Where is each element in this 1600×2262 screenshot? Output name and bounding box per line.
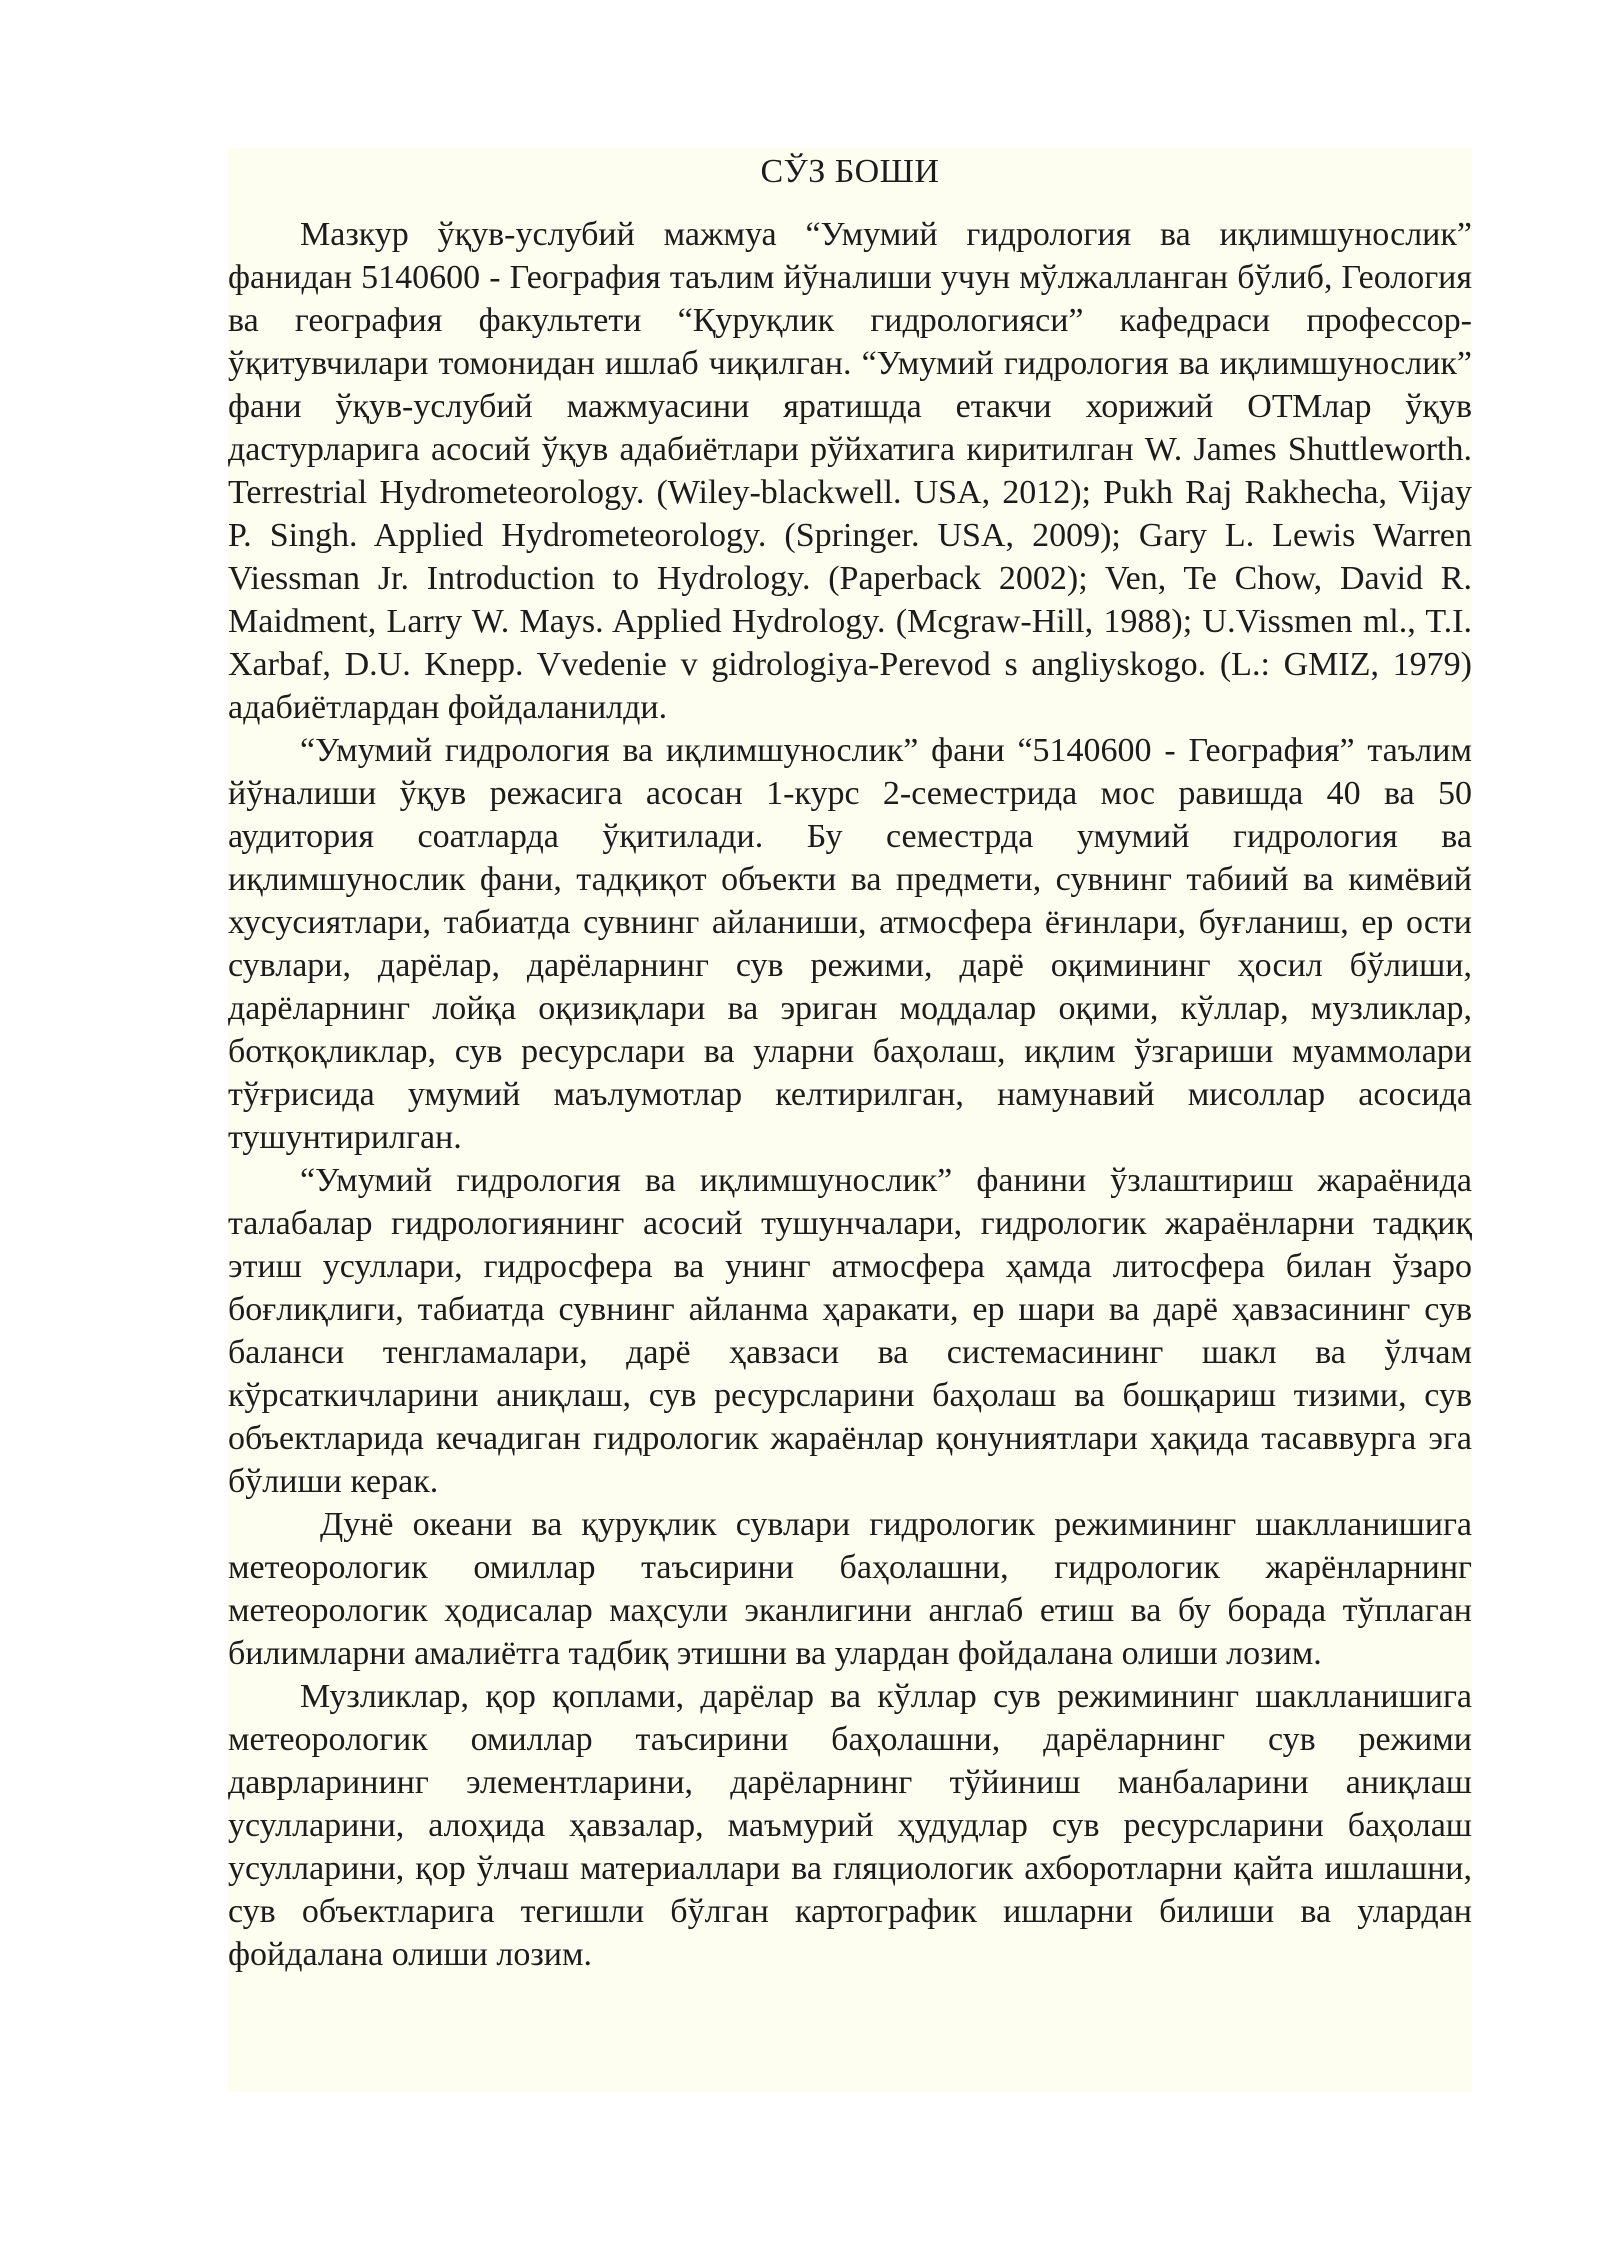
document-content: [228, 150, 1472, 1976]
page-title: СЎЗ БОШИ: [760, 153, 940, 190]
paragraph-3: “Умумий гидрология ва иқлимшунослик” фанини ўзлаштириш жараёнида талабалар гидрологиянинг асосий тушунчалари, гидрологик жараёнларни тадқиқ этиш усуллари, гидросфера ва унинг атмосфера ҳамда литосфера билан ўзаро боғлиқлиги, табиатда сувнинг айланма ҳаракати, ер шари ва дарё ҳавзасининг сув баланси тенгламалари, дарё ҳавзаси ва системасининг шакл ва ўлчам кўрсаткичларини аниқлаш, сув ресурсларини баҳолаш ва бошқариш тизими, сув объектларида кечадиган гидрологик жараёнлар қонуниятлари ҳақида тасаввурга эга бўлиши керак.: [228, 1162, 1472, 1500]
paragraph-2: “Умумий гидрология ва иқлимшунослик” фани “5140600 - География” таълим йўналиши ўқув режасига асосан 1-курс 2-семестрида мос равишда 40 ва 50 аудитория соатларда ўқитилади. Бу семестрда умумий гидрология ва иқлимшунослик фани, тадқиқот объекти ва предмети, сувнинг табиий ва кимёвий хусусиятлари, табиатда сувнинг айланиши, атмосфера ёғинлари, буғланиш, ер ости сувлари, дарёлар, дарёларнинг сув режими, дарё оқимининг ҳосил бўлиши, дарёларнинг лойқа оқизиқлари ва эриган моддалар оқими, кўллар, музликлар, ботқоқликлар, сув ресурслари ва уларни баҳолаш, иқлим ўзгариши муаммолари тўғрисида умумий маълумотлар келтирилган, намунавий мисоллар асосида тушунтирилган.: [228, 732, 1472, 1156]
paragraph-5: Музликлар, қор қоплами, дарёлар ва кўллар сув режимининг шаклланишига метеорологик омиллар таъсирини баҳолашни, дарёларнинг сув режими даврларининг элементларини, дарёларнинг тўйиниш манбаларини аниқлаш усулларини, алоҳида ҳавзалар, маъмурий ҳудудлар сув ресурсларини баҳолаш усулларини, қор ўлчаш материаллари ва гляциологик ахборотларни қайта ишлашни, сув объектларига тегишли бўлган картографик ишларни билиши ва улардан фойдалана олиши лозим.: [228, 1678, 1472, 1973]
paragraph-1: Мазкур ўқув-услубий мажмуа “Умумий гидрология ва иқлимшунослик” фанидан 5140600 - География таълим йўналиши учун мўлжалланган бўлиб, Геология ва география факультети “Қуруқлик гидрологияси” кафедраси профессор-ўқитувчилари томонидан ишлаб чиқилган. “Умумий гидрология ва иқлимшунослик” фани ўқув-услубий мажмуасини яратишда етакчи хорижий ОТМлар ўқув дастурларига асосий ўқув адабиётлари рўйхатига киритилган W. James Shuttleworth. Terrestrial Hydrometeorology. (Wiley-blackwell. USA, 2012); Pukh Raj Rakhecha, Vijay P. Singh. Applied Hydrometeorology. (Springer. USA, 2009); Gary L. Lewis Warren Viessman Jr. Introduction to Hydrology. (Paperback 2002); Ven, Te Chow, David R. Maidment, Larry W. Mays. Applied Hydrology. (Mcgraw-Hill, 1988); U.Vissmen ml., T.I. Xarbaf, D.U. Knepp. Vvedenie v gidrologiya-Perevod s angliyskogo. (L.: GMIZ, 1979) адабиётлардан фойдаланилди.: [228, 216, 1472, 726]
paragraph-4: Дунё океани ва қуруқлик сувлари гидрологик режимининг шаклланишига метеорологик омиллар таъсирини баҳолашни, гидрологик жарёнларнинг метеорологик ҳодисалар маҳсули эканлигини англаб етиш ва бу борада тўплаган билимларни амалиётга тадбиқ этишни ва улардан фойдалана олиши лозим.: [228, 1506, 1472, 1672]
